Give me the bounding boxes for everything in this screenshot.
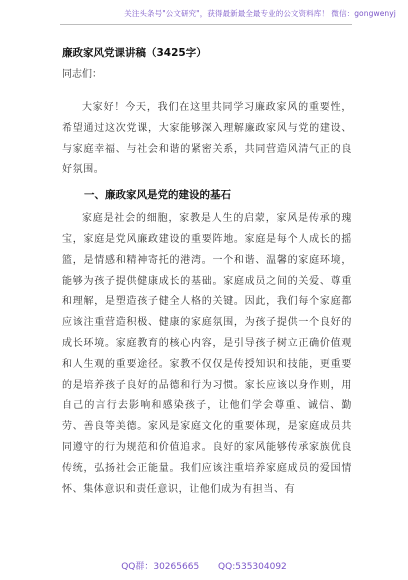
section-heading: 一、廉政家风是党的建设的基石: [84, 189, 231, 202]
greeting: 同志们：: [62, 69, 102, 80]
document-body: [62, 44, 352, 500]
footer-qq-group: QQ群：30265665: [121, 562, 200, 572]
footer-qq-number: QQ:535304092: [218, 562, 287, 572]
intro-paragraph: 大家好！今天，我们在这里共同学习廉政家风的重要性，希望通过这次党课，大家能够深入理解廉政家风与党的建设、与家庭幸福、与社会和谐的紧密关系，共同营造风清气正的良好氛围。: [62, 102, 352, 176]
document-title: 廉政家风党课讲稿（3425字）: [62, 47, 207, 59]
footer-contact: [0, 559, 408, 572]
header-note: 关注头条号"公文研究"，获得最新最全最专业的公文资料库！ 微信：gongwenyj: [124, 9, 396, 18]
header-divider: [60, 24, 352, 25]
section-paragraph: 家庭是社会的细胞，家教是人生的启蒙，家风是传承的瑰宝，家庭是党风廉政建设的重要阵地。家庭是每个人成长的摇篮，是情感和精神寄托的港湾。一个和谐、温馨的家庭环境，能够为孩子提供健康成长的基础。家庭成员之间的关爱、尊重和理解，是塑造孩子健全人格的关键。因此，我们每个家庭都应该注重营造积极、健康的家庭氛围，为孩子提供一个良好的成长环境。家庭教育的核心内容，是引导孩子树立正确价值观和人生观的重要途径。家教不仅仅是传授知识和技能，更重要的是培养孩子良好的品德和行为习惯。家长应该以身作则，用自己的言行去影响和感染孩子，让他们学会尊重、诚信、勤劳、善良等美德。家风是家庭文化的重要体现，是家庭成员共同遵守的行为规范和价值追求。良好的家风能够传承家族优良传统，弘扬社会正能量。我们应该注重培养家庭成员的爱国情怀、集体意识和责任意识，让他们成为有担当、有: [62, 213, 352, 495]
